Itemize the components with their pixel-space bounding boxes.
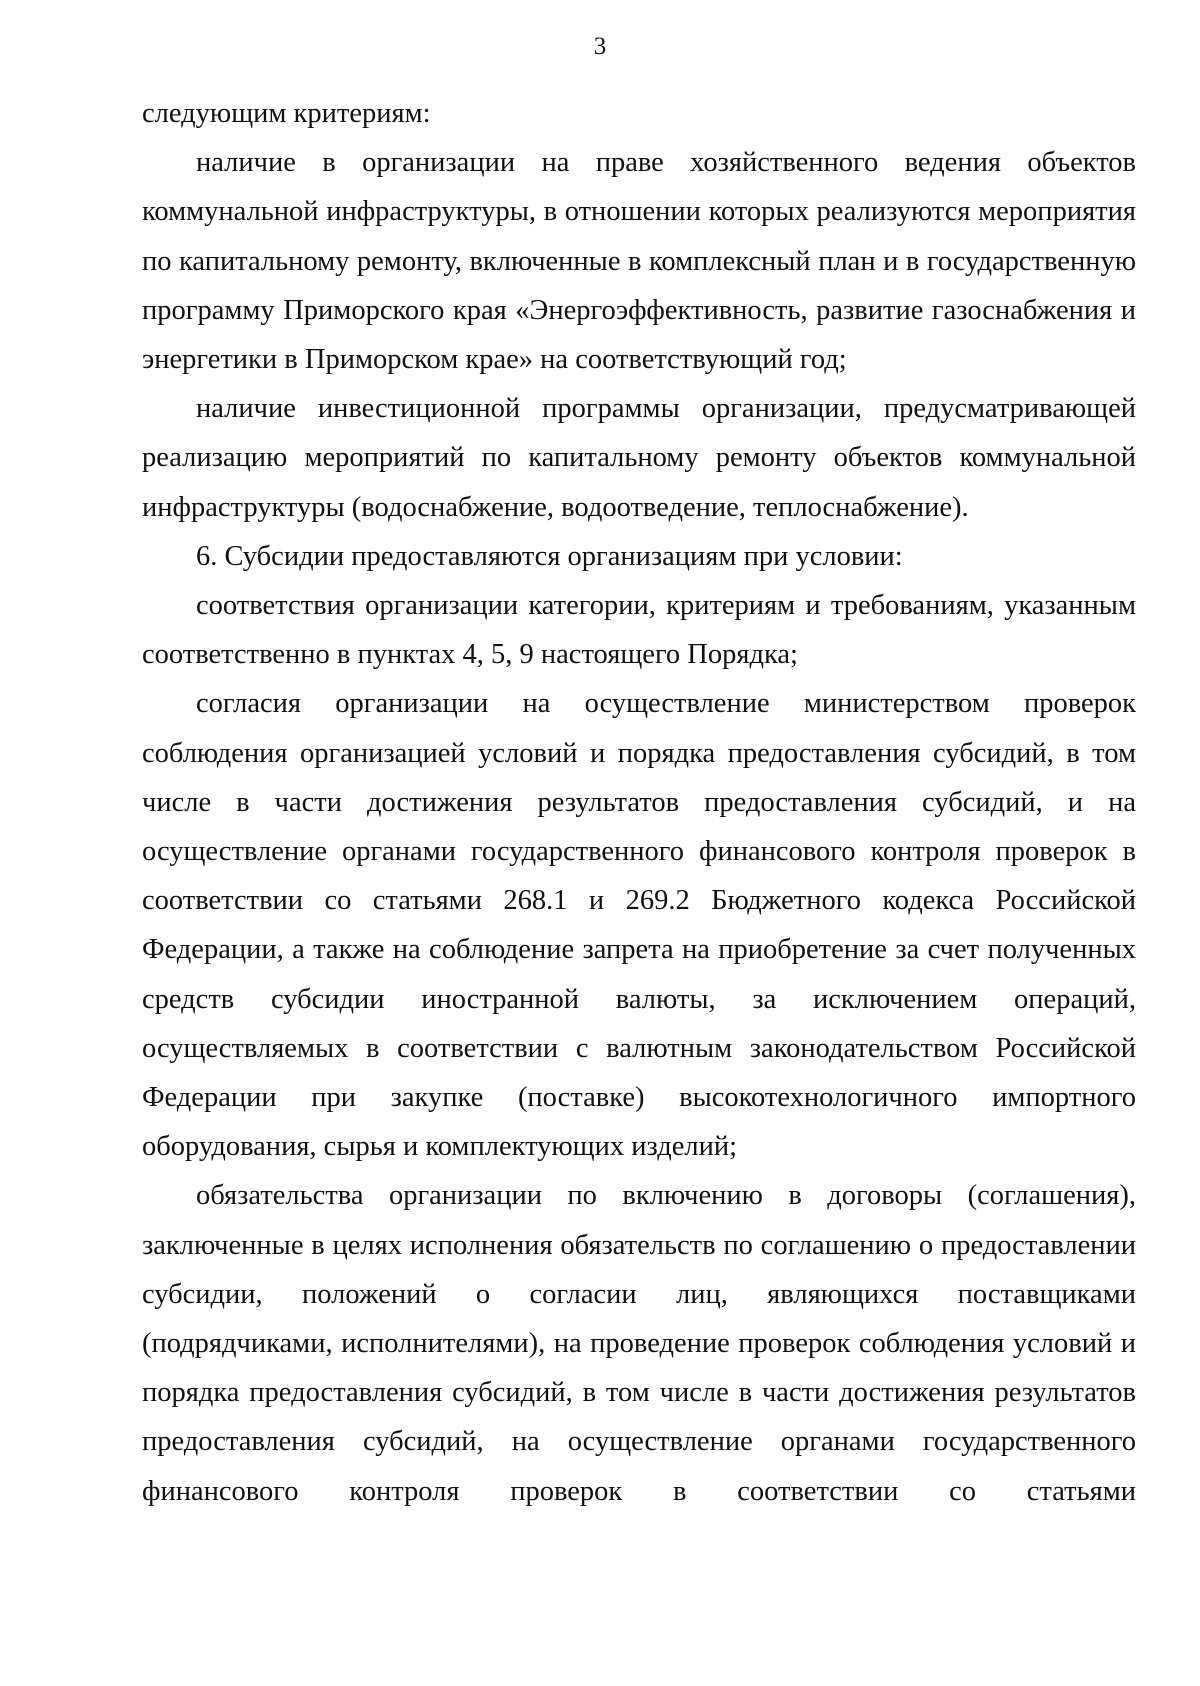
paragraph-item-6-heading: 6. Субсидии предоставляются организациям при условии: [196, 540, 903, 572]
paragraph-condition-obligation: обязательства организации по включению в договоры (соглашения), заключенные в целях исполнения обязательств по соглашению о предоставлении субсидии, положений о согласии лиц, являющихся поставщиками (подрядчиками, исполнителями), на проведение проверок соблюдения условий и порядка предоставления субсидий, в том числе в части достижения результатов предоставления субсидий, на осуществление органами государственного финансового контроля проверок в соответствии со статьями [142, 1180, 1136, 1507]
paragraph-criterion-infrastructure: наличие в организации на праве хозяйственного ведения объектов коммунальной инфраструктуры, в отношении которых реализуются мероприятия по капитальному ремонту, включенные в комплексный план и в государственную программу Приморского края «Энергоэффективность, развитие газоснабжения и энергетики в Приморском крае» на соответствующий год; [142, 147, 1136, 376]
document-body [142, 89, 1136, 1516]
paragraph-criteria-lead: следующим критериям: [142, 98, 431, 129]
paragraph-criterion-investment-program: наличие инвестиционной программы организации, предусматривающей реализацию мероприятий по капитальному ремонту объектов коммунальной инфраструктуры (водоснабжение, водоотведение, теплоснабжение). [142, 393, 1136, 523]
page-number: 3 [593, 33, 607, 60]
paragraph-condition-consent: согласия организации на осуществление министерством проверок соблюдения организацией условий и порядка предоставления субсидий, в том числе в части достижения результатов предоставления субсидий, и на осуществление органами государственного финансового контроля проверок в соответствии со статьями 268.1 и 269.2 Бюджетного кодекса Российской Федерации, а также на соблюдение запрета на приобретение за счет полученных средств субсидии иностранной валюты, за исключением операций, осуществляемых в соответствии с валютным законодательством Российской Федерации при закупке (поставке) высокотехнологичного импортного оборудования, сырья и комплектующих изделий; [142, 688, 1136, 1163]
paragraph-condition-compliance: соответствия организации категории, критериям и требованиям, указанным соответственно в пунктах 4, 5, 9 настоящего Порядка; [142, 590, 1136, 671]
